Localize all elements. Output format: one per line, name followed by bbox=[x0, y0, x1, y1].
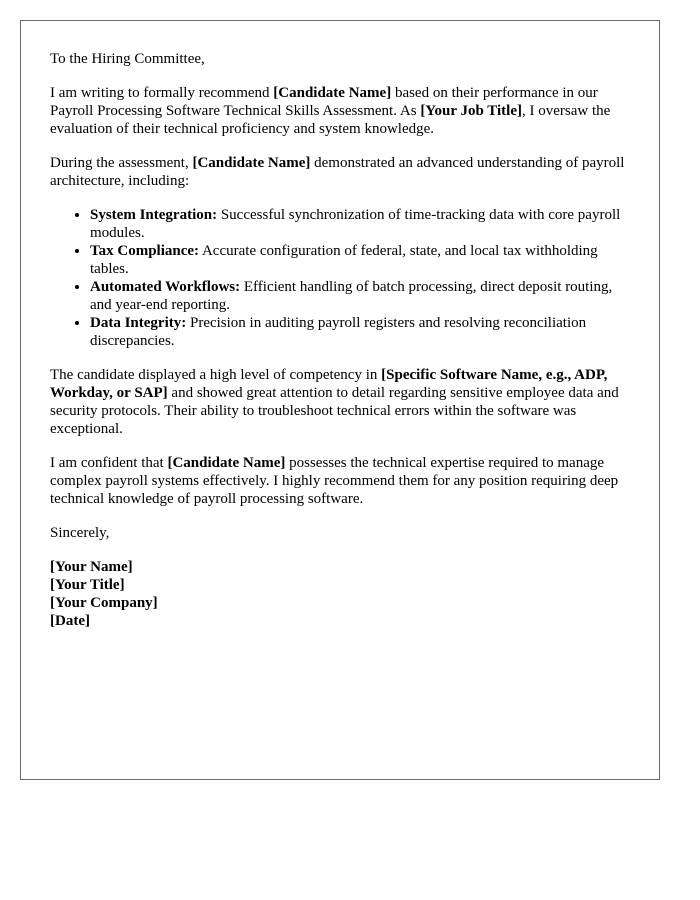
competency-paragraph bbox=[50, 366, 630, 438]
skill-description: Accurate configuration of federal, state, and local tax withholding tables. bbox=[90, 243, 598, 277]
signature-company: [Your Company] bbox=[50, 595, 158, 611]
competency-text-1: The candidate displayed a high level of competency in bbox=[50, 367, 382, 383]
candidate-name-placeholder: [Candidate Name] bbox=[167, 455, 286, 471]
skill-description: Precision in auditing payroll registers and resolving reconciliation discrepancies. bbox=[90, 315, 587, 349]
skill-description: Successful synchronization of time-tracking data with core payroll modules. bbox=[90, 207, 621, 241]
candidate-name-placeholder: [Candidate Name] bbox=[192, 155, 311, 171]
job-title-placeholder: [Your Job Title] bbox=[420, 103, 522, 119]
skill-title: Automated Workflows: bbox=[90, 279, 241, 295]
signoff: Sincerely, bbox=[50, 525, 110, 541]
skills-list bbox=[50, 206, 630, 350]
closing-paragraph bbox=[50, 454, 630, 508]
competency-text-2: and showed great attention to detail regarding sensitive employee data and security protocols. Their ability to troubleshoot technical errors within the software was exceptional. bbox=[50, 385, 619, 437]
intro-paragraph bbox=[50, 84, 630, 138]
signature-date: [Date] bbox=[50, 613, 90, 629]
signature-name: [Your Name] bbox=[50, 559, 133, 575]
skill-title: Tax Compliance: bbox=[90, 243, 200, 259]
assessment-text-2: demonstrated an advanced understanding of payroll architecture, including: bbox=[50, 155, 625, 189]
skill-item-automated-workflows bbox=[90, 278, 630, 314]
assessment-text-1: During the assessment, bbox=[50, 155, 193, 171]
skill-item-tax-compliance bbox=[90, 242, 630, 278]
intro-text-3: , I oversaw the evaluation of their technical proficiency and system knowledge. bbox=[50, 103, 611, 137]
software-name-placeholder: [Specific Software Name, e.g., ADP, Workday, or SAP] bbox=[50, 367, 608, 401]
greeting: To the Hiring Committee, bbox=[50, 51, 205, 67]
skill-title: System Integration: bbox=[90, 207, 218, 223]
skill-description: Efficient handling of batch processing, direct deposit routing, and year-end reporting. bbox=[90, 279, 613, 313]
skill-item-system-integration bbox=[90, 206, 630, 242]
signature-title: [Your Title] bbox=[50, 577, 125, 593]
skill-title: Data Integrity: bbox=[90, 315, 187, 331]
letter-page bbox=[20, 20, 660, 780]
closing-text-1: I am confident that bbox=[50, 455, 168, 471]
signature-block bbox=[50, 558, 630, 630]
assessment-paragraph bbox=[50, 154, 630, 190]
intro-text-2: based on their performance in our Payroll Processing Software Technical Skills Assessment. As bbox=[50, 85, 598, 119]
skill-item-data-integrity bbox=[90, 314, 630, 350]
candidate-name-placeholder: [Candidate Name] bbox=[273, 85, 392, 101]
intro-text-1: I am writing to formally recommend bbox=[50, 85, 274, 101]
closing-text-2: possesses the technical expertise required to manage complex payroll systems effectively. I highly recommend them for any position requiring deep technical knowledge of payroll processing software. bbox=[50, 455, 619, 507]
